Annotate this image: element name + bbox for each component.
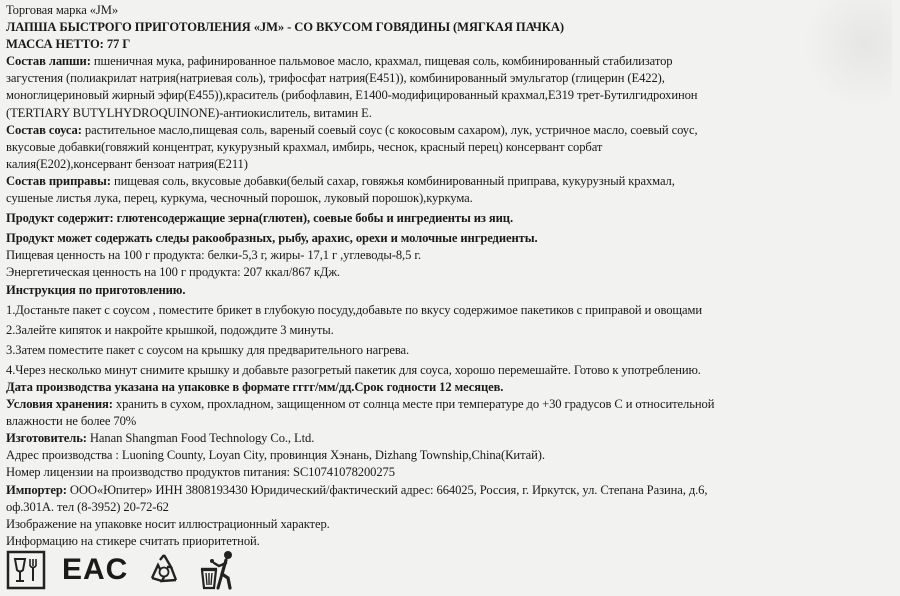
seasoning-composition-text: пищевая соль, вкусовые добавки(белый сахар, говяжья комбинированный приправа, кукурузный крахмал, bbox=[113, 173, 675, 188]
license-number: Номер лицензии на производство продуктов питания: SC10741078200275 bbox=[6, 465, 395, 480]
product-label bbox=[6, 2, 894, 550]
storage-conditions-line-2: влажности не более 70% bbox=[6, 414, 137, 429]
noodle-composition-line-4: (TERTIARY BUTYLHYDROQUINONE)-антиокислитель, витамин Е. bbox=[6, 105, 372, 120]
food-contact-glass-fork-icon bbox=[6, 550, 46, 590]
sauce-composition-line-2: вкусовые добавки(говяжий концентрат, кукурузный крахмал, имбирь, чеснок, красный перец) консервант сорбат bbox=[6, 139, 603, 154]
noodle-composition-line-2: загустения (полиакрилат натрия(натриевая соль), трифосфат натрия(Е451)), комбинированный эмульгатор (глицерин (Е422), bbox=[6, 71, 665, 86]
production-date-note: Дата производства указана на упаковке в формате гггг/мм/дд.Срок годности 12 месяцев. bbox=[6, 379, 504, 394]
sauce-composition-label: Состав соуса: bbox=[6, 122, 82, 137]
certification-icons bbox=[6, 548, 242, 592]
manufacturer-line bbox=[6, 430, 894, 447]
instruction-step-3: 3.Затем поместите пакет с соусом на крышку для предварительного нагрева. bbox=[6, 342, 410, 357]
product-title: ЛАПША БЫСТРОГО ПРИГОТОВЛЕНИЯ «JM» - СО ВКУСОМ ГОВЯДИНЫ (МЯГКАЯ ПАЧКА) bbox=[6, 20, 564, 35]
seasoning-composition-label: Состав приправы: bbox=[6, 173, 111, 188]
seasoning-composition-line-1 bbox=[6, 173, 894, 190]
seasoning-composition-line-2: сушеные листья лука, перец, куркума, чесночный порошок, луковый порошок),куркума. bbox=[6, 191, 473, 206]
sauce-composition-line-1 bbox=[6, 122, 894, 139]
noodle-composition-text: пшеничная мука, рафинированное пальмовое масло, крахмал, пищевая соль, комбинированный стабилизатор bbox=[93, 54, 673, 69]
net-weight: МАССА НЕТТО: 77 Г bbox=[6, 37, 131, 52]
production-address: Адрес производства : Luoning County, Loyan City, провинция Хэнань, Dizhang Township,China(Китай). bbox=[6, 448, 545, 463]
noodle-composition-line-1 bbox=[6, 53, 894, 70]
allergen-contains: Продукт содержит: глютенсодержащие зерна(глютен), соевые бобы и ингредиенты из яиц. bbox=[6, 211, 513, 226]
no-littering-bin-icon bbox=[198, 548, 242, 592]
instructions-heading: Инструкция по приготовлению. bbox=[6, 282, 186, 297]
manufacturer-name: Hanan Shangman Food Technology Co., Ltd. bbox=[89, 431, 315, 446]
energy-value: Энергетическая ценность на 100 г продукта: 207 ккал/867 кДж. bbox=[6, 265, 340, 280]
sauce-composition-line-3: калия(Е202),консервант бензоат натрия(Е211) bbox=[6, 156, 248, 171]
brand-line: Торговая марка «JM» bbox=[6, 3, 119, 17]
storage-conditions-line-1 bbox=[6, 396, 894, 413]
illustration-note: Изображение на упаковке носит иллюстрационный характер. bbox=[6, 516, 330, 531]
noodle-composition-label: Состав лапши: bbox=[6, 54, 91, 69]
storage-conditions-text: хранить в сухом, прохладном, защищенном от солнца месте при температуре до +30 градусов С и относительной bbox=[115, 397, 715, 412]
importer-line-1 bbox=[6, 482, 894, 499]
instruction-step-4: 4.Через несколько минут снимите крышку и добавьте разогретый пакетик для соуса, хорошо перемешайте. Готово к употреблению. bbox=[6, 362, 701, 377]
allergen-traces: Продукт может содержать следы ракообразных, рыбу, арахис, орехи и молочные ингредиенты. bbox=[6, 231, 538, 246]
importer-label: Импортер: bbox=[6, 482, 67, 497]
importer-details: ООО«Юпитер» ИНН 3808193430 Юридический/фактический адрес: 664025, Россия, г. Иркутск, ул. Степана Разина, д.6, bbox=[69, 482, 708, 497]
nutrition-value: Пищевая ценность на 100 г продукта: белки-5,3 г, жиры- 17,1 г ,углеводы-8,5 г. bbox=[6, 248, 422, 263]
recycling-icon bbox=[144, 550, 184, 590]
instruction-step-1: 1.Достаньте пакет с соусом , поместите брикет в глубокую посуду,добавьте по вкусу содержимое пакетиков с приправой и овощами bbox=[6, 302, 703, 317]
instruction-step-2: 2.Залейте кипяток и накройте крышкой, подождите 3 минуты. bbox=[6, 322, 334, 337]
manufacturer-label: Изготовитель: bbox=[6, 431, 87, 446]
eac-mark-icon: EAC bbox=[62, 553, 129, 586]
importer-line-2: оф.301А. тел (8-3952) 20-72-62 bbox=[6, 499, 169, 514]
sticker-priority-note: Информацию на стикере считать приоритетной. bbox=[6, 533, 260, 548]
sauce-composition-text: растительное масло,пищевая соль, вареный соевый соус (с кокосовым сахаром), лук, устричное масло, соевый соус, bbox=[84, 122, 698, 137]
noodle-composition-line-3: моноглицериновый жирный эфир(Е455)),краситель (рибофлавин, Е1400-модифицированный крахмал,Е319 трет-Бутилгидрохинон bbox=[6, 88, 698, 103]
storage-conditions-label: Условия хранения: bbox=[6, 397, 113, 412]
